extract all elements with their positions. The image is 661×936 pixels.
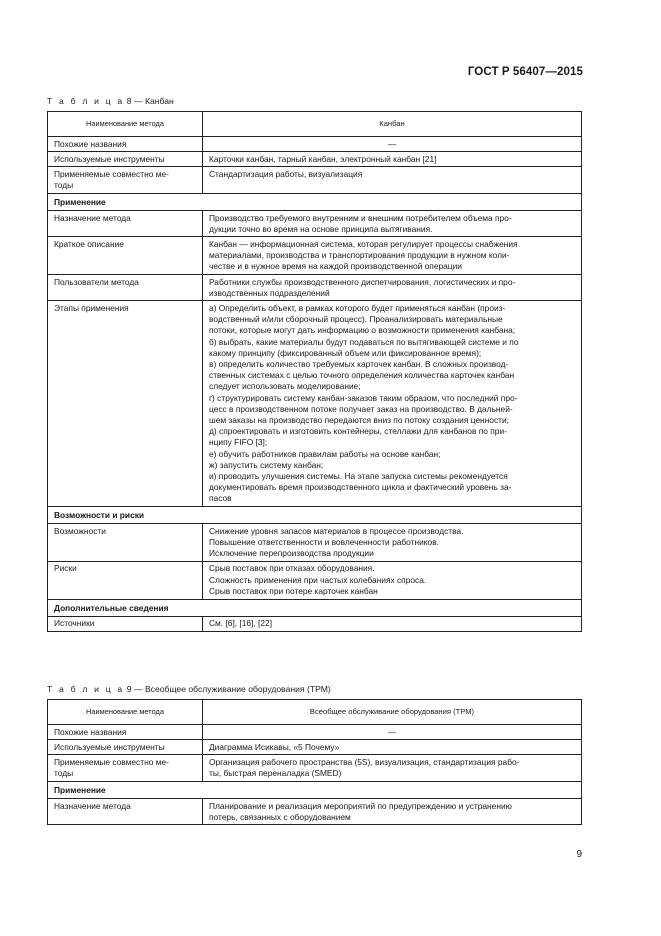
text-line: в) определить количество требуемых карточек канбан. В сложных производ- bbox=[209, 358, 509, 369]
text-line: д) спроектировать и изготовить контейнеры, стеллажи для канбанов по при- bbox=[209, 426, 507, 437]
table9 bbox=[47, 699, 582, 825]
text-line: и) проводить улучшения системы. На этапе запуска системы рекомендуется bbox=[209, 470, 508, 481]
row-value bbox=[203, 561, 582, 599]
text-line: материалами, производства и транспортирования продукции в нужном коли- bbox=[209, 250, 510, 261]
text-line: Исключение перепроизводства продукции bbox=[209, 548, 374, 559]
row-value bbox=[203, 755, 582, 781]
table-row bbox=[48, 799, 582, 825]
text-line: ты, быстрая переналадка (SMED) bbox=[209, 768, 342, 779]
text-line: ж) запустить систему канбан; bbox=[209, 459, 324, 470]
text-line: дукции точно во время на основе принципа вытягивания. bbox=[209, 223, 433, 234]
table-row bbox=[48, 616, 582, 631]
table8-col-header-method: Наименование метода bbox=[48, 112, 203, 137]
text-line: потоки, которые могут дать информацию о возможности применения канбана; bbox=[209, 325, 516, 336]
table9-caption-text: 9 — Всеобщее обслуживание оборудования (ТРМ) bbox=[124, 684, 331, 694]
text-line: Применяемые совместно ме- bbox=[54, 756, 169, 767]
row-label: Назначение метода bbox=[48, 799, 203, 825]
text-line: г) структурировать систему канбан-заказов таким образом, что последний про- bbox=[209, 392, 518, 403]
table-row bbox=[48, 167, 582, 193]
table9-col-header-tpm: Всеобщее обслуживание оборудования (ТРМ) bbox=[203, 700, 582, 725]
row-label: Краткое описание bbox=[48, 237, 203, 275]
row-value bbox=[203, 275, 582, 301]
text-line: Канбан — информационная система, которая регулирует процессы снабжения bbox=[209, 238, 518, 249]
text-line: пасов bbox=[209, 493, 232, 504]
text-line: Сложность применения при частых колебаниях спроса. bbox=[209, 574, 427, 585]
text-line: цесс в производственном потоке получает заказ на производство. В дальней- bbox=[209, 403, 513, 414]
row-value bbox=[203, 799, 582, 825]
row-value bbox=[203, 237, 582, 275]
text-line: тоды bbox=[54, 768, 74, 779]
table9-caption-prefix: Т а б л и ц а bbox=[47, 684, 125, 694]
table8-caption-text: 8 — Канбан bbox=[124, 96, 174, 106]
text-line: Срыв поставок при отказах оборудования. bbox=[209, 563, 375, 574]
text-line: Производство требуемого внутренним и внешним потребителем объема про- bbox=[209, 212, 512, 223]
row-value: — bbox=[203, 725, 582, 740]
row-value: См. [6], [16], [22] bbox=[203, 616, 582, 631]
table-row bbox=[48, 740, 582, 755]
row-label: Назначение метода bbox=[48, 211, 203, 237]
row-label: Риски bbox=[48, 561, 203, 599]
text-line: тоды bbox=[54, 180, 74, 191]
section-row bbox=[48, 781, 582, 798]
table-row bbox=[48, 561, 582, 599]
text-line: е) обучить работников правилам работы на основе канбан; bbox=[209, 448, 441, 459]
table-row bbox=[48, 137, 582, 152]
text-line: нципу FIFO [3]; bbox=[209, 437, 268, 448]
row-value: Диаграмма Исикавы, «5 Почему» bbox=[203, 740, 582, 755]
table9-caption bbox=[47, 684, 331, 694]
row-label: Этапы применения bbox=[48, 301, 203, 507]
table9-col-header-method: Наименование метода bbox=[48, 700, 203, 725]
row-value bbox=[203, 211, 582, 237]
row-label bbox=[48, 167, 203, 193]
row-value: — bbox=[203, 137, 582, 152]
section-title-application: Применение bbox=[48, 781, 582, 798]
text-line: Работники службы производственного диспетчирования, логистических и про- bbox=[209, 276, 516, 287]
text-line: Планирование и реализация мероприятий по предупреждению и устранению bbox=[209, 800, 512, 811]
table-row bbox=[48, 524, 582, 562]
row-label: Возможности bbox=[48, 524, 203, 562]
text-line: потерь, связанных с оборудованием bbox=[209, 811, 351, 822]
section-row bbox=[48, 193, 582, 210]
text-line: какому принципу (фиксированный объем или фиксированное время); bbox=[209, 347, 482, 358]
text-line: Применяемые совместно ме- bbox=[54, 168, 169, 179]
row-label: Похожие названия bbox=[48, 137, 203, 152]
table-row bbox=[48, 152, 582, 167]
section-title-application: Применение bbox=[48, 193, 582, 210]
text-line: Снижение уровня запасов материалов в процессе производства. bbox=[209, 525, 464, 536]
row-label: Используемые инструменты bbox=[48, 152, 203, 167]
text-line: шем заказы на производство передаются вниз по потоку создания ценности; bbox=[209, 414, 509, 425]
text-line: Срыв поставок при потере карточек канбан bbox=[209, 585, 378, 596]
text-line: водственный и/или сборочный процесс). Проанализировать материальные bbox=[209, 314, 503, 325]
text-line: б) выбрать, какие материалы будут подаваться по вытягивающей системе и по bbox=[209, 336, 519, 347]
page-number: 9 bbox=[576, 849, 582, 860]
document-id: ГОСТ Р 56407—2015 bbox=[467, 66, 583, 78]
table-row bbox=[48, 211, 582, 237]
table8-caption-prefix: Т а б л и ц а bbox=[47, 96, 125, 106]
row-label: Пользователи метода bbox=[48, 275, 203, 301]
table-row bbox=[48, 237, 582, 275]
row-value bbox=[203, 524, 582, 562]
text-line: ственных системах с целью точного определения количества карточек канбан bbox=[209, 370, 515, 381]
table8-caption bbox=[47, 96, 174, 106]
table9-header-row bbox=[48, 700, 582, 725]
row-label: Похожие названия bbox=[48, 725, 203, 740]
table-row bbox=[48, 275, 582, 301]
table8 bbox=[47, 111, 582, 632]
text-line: документировать время производственного цикла и фактический уровень за- bbox=[209, 482, 512, 493]
row-label: Используемые инструменты bbox=[48, 740, 203, 755]
table8-header-row bbox=[48, 112, 582, 137]
row-label: Источники bbox=[48, 616, 203, 631]
text-line: изводственных подразделений bbox=[209, 287, 330, 298]
text-line: Организация рабочего пространства (5S), визуализация, стандартизация рабо- bbox=[209, 756, 520, 767]
section-title-additional-info: Дополнительные сведения bbox=[48, 599, 582, 616]
table-row bbox=[48, 755, 582, 781]
text-line: а) Определить объект, в рамках которого будет применяться канбан (произ- bbox=[209, 302, 506, 313]
text-line: следует использовать моделирование; bbox=[209, 381, 361, 392]
row-value: Карточки канбан, тарный канбан, электронный канбан [21] bbox=[203, 152, 582, 167]
text-line: честве и в нужное время на каждой производственной операции bbox=[209, 261, 462, 272]
row-value bbox=[203, 301, 582, 507]
table-row bbox=[48, 725, 582, 740]
row-value: Стандартизация работы, визуализация bbox=[203, 167, 582, 193]
section-title-opportunities-risks: Возможности и риски bbox=[48, 507, 582, 524]
section-row bbox=[48, 507, 582, 524]
table-row bbox=[48, 301, 582, 507]
section-row bbox=[48, 599, 582, 616]
row-label bbox=[48, 755, 203, 781]
text-line: Повышение ответственности и вовлеченности работников. bbox=[209, 537, 439, 547]
table8-col-header-kanban: Канбан bbox=[203, 112, 582, 137]
